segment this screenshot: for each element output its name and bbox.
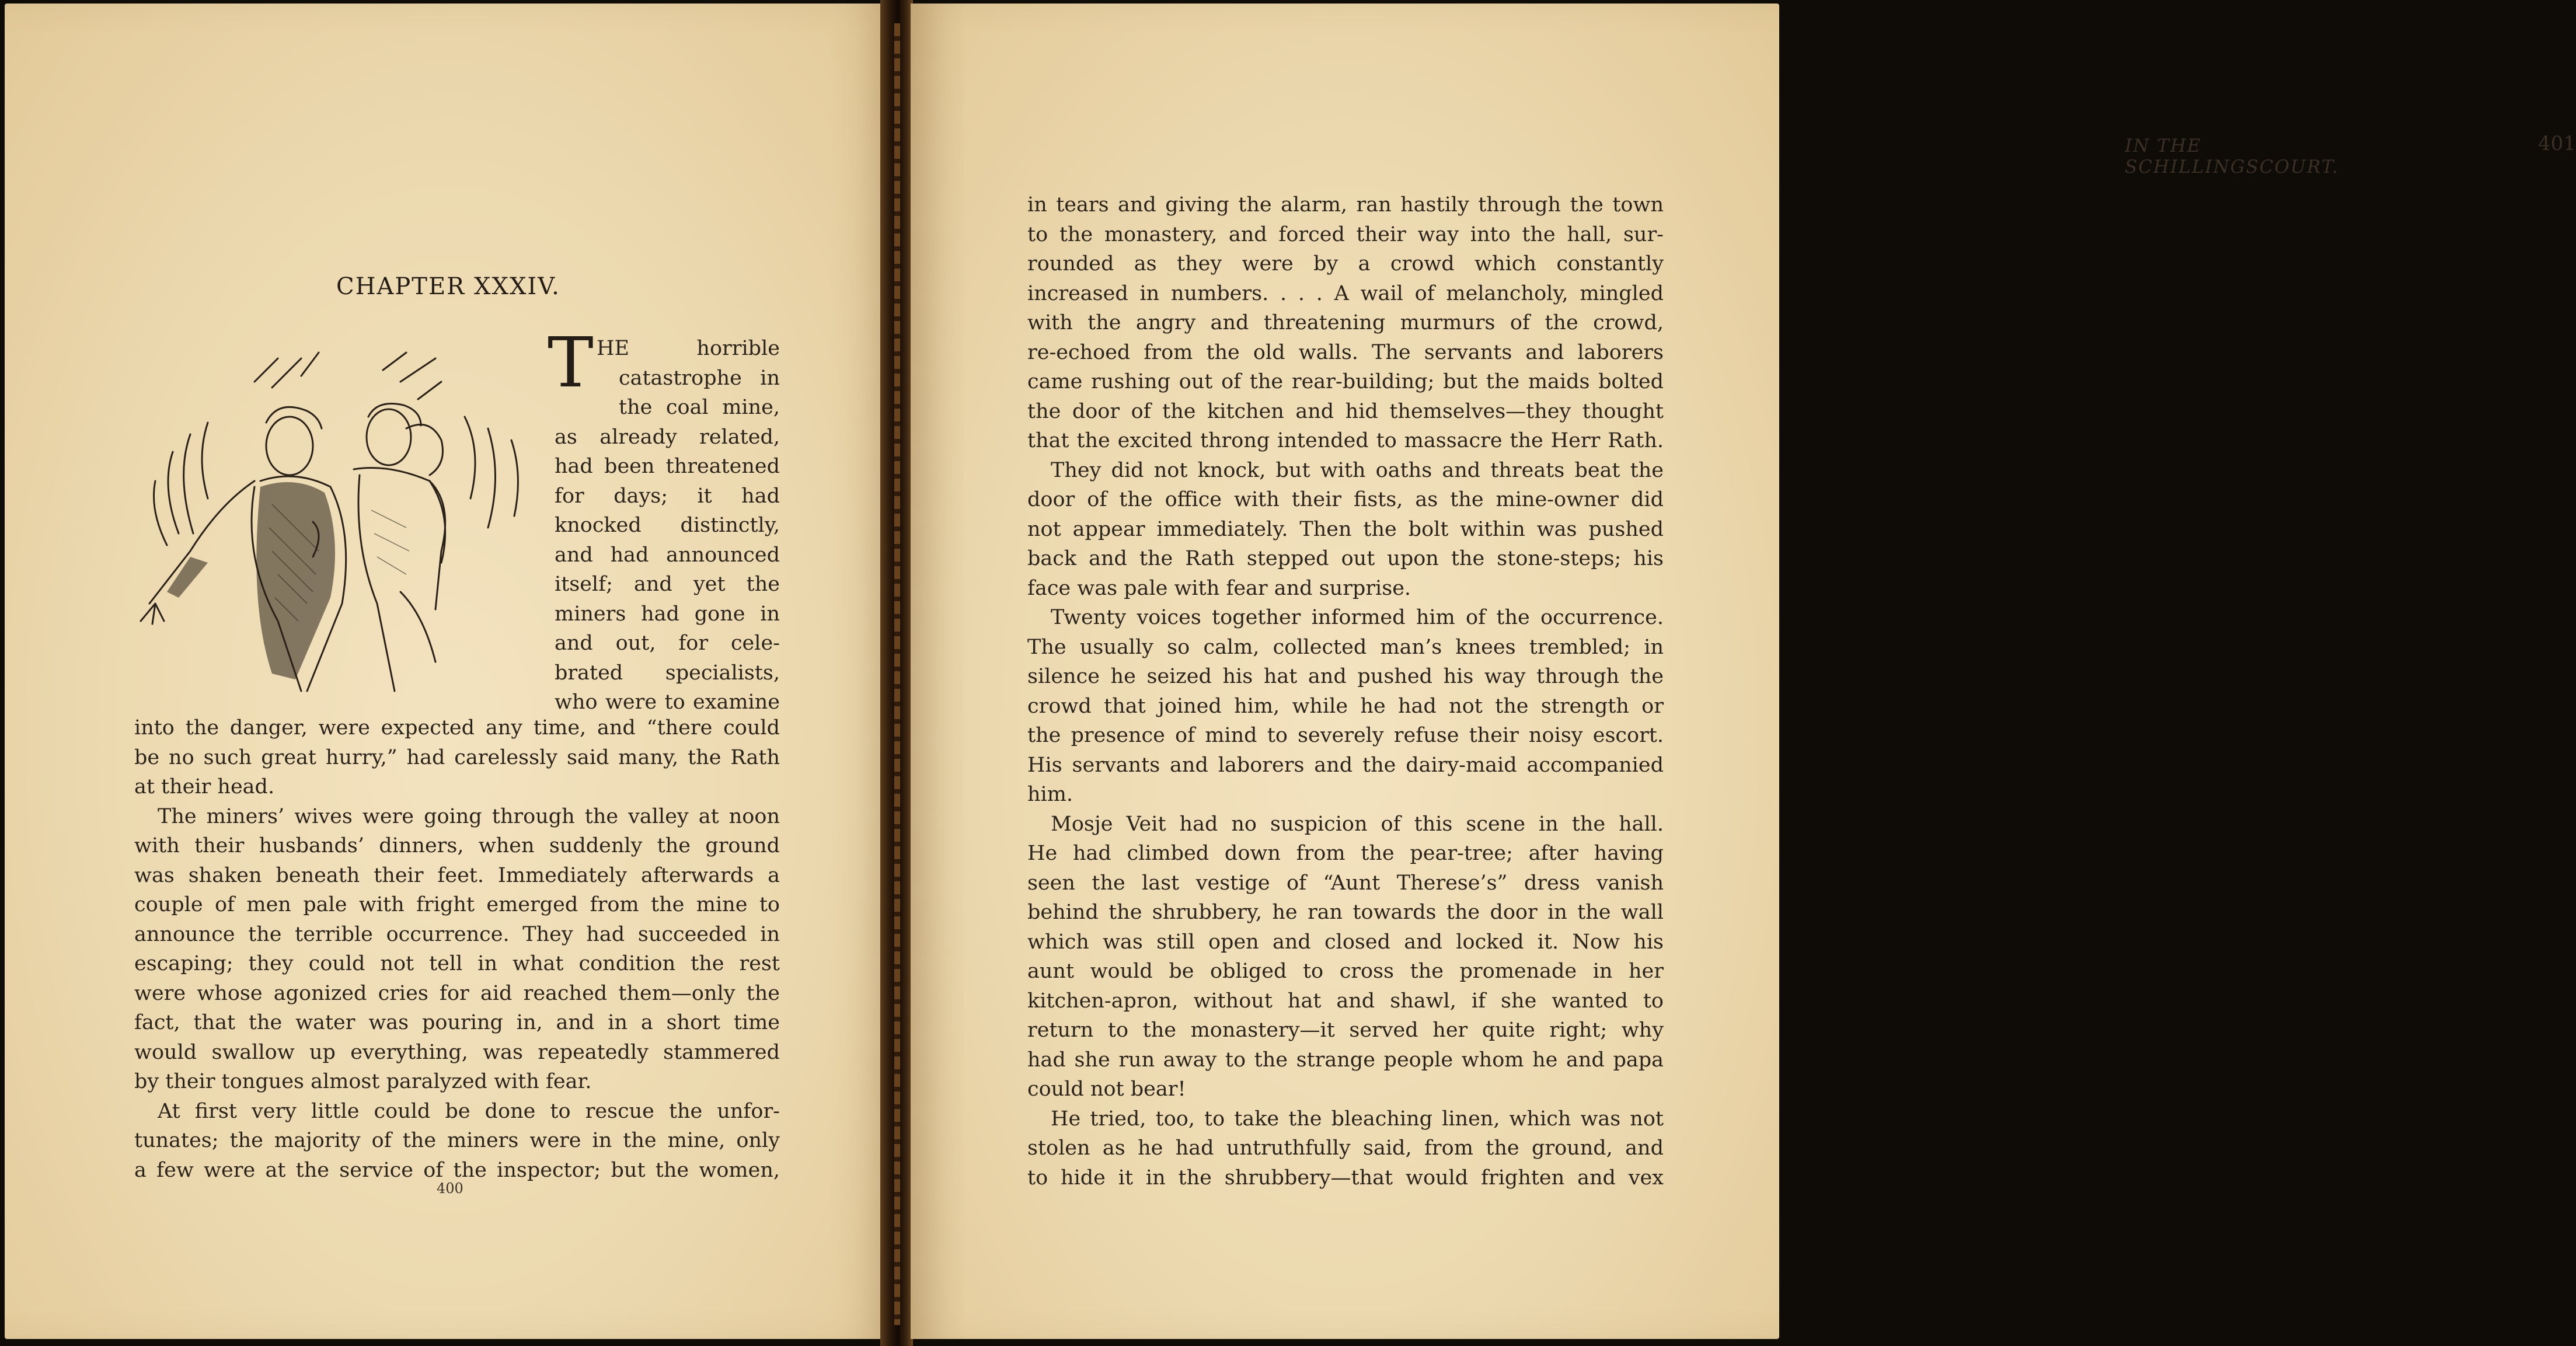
left-page [5,4,894,1339]
text-line: His servants and laborers and the dairy-maid accompanied [1027,753,1664,777]
text-line: a few were at the service of the inspector; but the women, [134,1158,780,1182]
text-line: silence he seized his hat and pushed his way through the [1027,665,1664,688]
text-line: couple of men pale with fright emerged from the mine to [134,893,780,916]
text-line: The miners’ wives were going through the valley at noon [158,804,780,828]
text-line: and had announced [555,543,780,567]
text-line: into the danger, were expected any time, and “there could [134,716,780,740]
text-line: He tried, too, to take the bleaching linen, which was not [1051,1107,1664,1131]
text-line: tunates; the majority of the miners were in the mine, only [134,1129,780,1152]
text-line: to hide it in the shrubbery—that would frighten and vex [1027,1166,1664,1190]
page-number-left: 400 [437,1180,463,1197]
text-line: miners had gone in [555,602,780,626]
text-line: him. [1027,783,1073,806]
binding-thread [894,23,900,1325]
page-number-right: 401 [2538,132,2576,155]
text-line: door of the office with their fists, as the mine-owner did [1027,488,1664,511]
text-line: would swallow up everything, was repeatedly stammered [134,1040,780,1064]
text-line: He had climbed down from the pear-tree; after having [1027,842,1664,865]
text-line: fact, that the water was pouring in, and in a short time [134,1011,780,1034]
text-line: aunt would be obliged to cross the promenade in her [1027,960,1664,983]
text-line: stolen as he had untruthfully said, from the ground, and [1027,1136,1664,1160]
text-line: itself; and yet the [555,573,780,596]
text-line: the coal mine, [619,396,780,419]
text-line: catastrophe in [619,366,780,390]
text-line: who were to examine [555,691,780,714]
text-line: in tears and giving the alarm, ran hastily through the town [1027,193,1664,217]
text-line: were whose agonized cries for aid reached them—only the [134,981,780,1005]
text-line: be no such great hurry,” had carelessly said many, the Rath [134,745,780,769]
text-line: was shaken beneath their feet. Immediately afterwards a [134,863,780,887]
text-line: as already related, [555,425,780,449]
beside-illustration-text [555,334,780,717]
chapter-heading: CHAPTER XXXIV. [336,273,560,300]
text-line: escaping; they could not tell in what condition the rest [134,952,780,975]
text-line: Mosje Veit had no suspicion of this scene in the hall. [1051,812,1664,836]
text-line: not appear immediately. Then the bolt within was pushed [1027,517,1664,541]
text-line: the presence of mind to severely refuse their noisy escort. [1027,724,1664,747]
text-line: behind the shrubbery, he ran towards the door in the wall [1027,901,1664,924]
text-line: had been threatened [555,455,780,478]
drop-cap: T [548,322,594,403]
text-line: that the excited throng intended to massacre the Herr Rath. [1027,429,1664,452]
text-line: crowd that joined him, while he had not the strength or [1027,694,1664,718]
text-line: for days; it had [555,484,780,508]
text-line: to the monastery, and forced their way into the hall, sur- [1027,222,1664,246]
left-body-text [134,713,780,1185]
text-line: could not bear! [1027,1078,1186,1101]
text-line: had she run away to the strange people whom he and papa [1027,1048,1664,1072]
text-line: at their head. [134,775,275,798]
right-body-text [1027,190,1664,1192]
text-line: the door of the kitchen and hid themselves—they thought [1027,399,1664,423]
text-line: with the angry and threatening murmurs of the crowd, [1027,311,1664,334]
text-line: came rushing out of the rear-building; but the maids bolted [1027,370,1664,393]
right-page [911,4,2576,1339]
text-line: brated specialists, [555,661,780,685]
text-line: seen the last vestige of “Aunt Therese’s” dress vanish [1027,871,1664,895]
illustration-miners-icon [138,335,548,699]
text-line: They did not knock, but with oaths and threats beat the [1051,458,1664,482]
text-line: with their husbands’ dinners, when suddenly the ground [134,834,780,857]
text-line: announce the terrible occurrence. They had succeeded in [134,922,780,946]
text-line: which was still open and closed and locked it. Now his [1027,930,1664,954]
text-line: back and the Rath stepped out upon the stone-steps; his [1027,547,1664,570]
text-line: The usually so calm, collected man’s knees trembled; in [1027,635,1664,659]
text-line: HE horrible [597,337,780,360]
text-line: knocked distinctly, [555,514,780,537]
text-line: rounded as they were by a crowd which constantly [1027,252,1664,276]
running-head: IN THE SCHILLINGSCOURT. [2125,135,2339,177]
text-line: return to the monastery—it served her quite right; why [1027,1019,1664,1042]
text-line: re-echoed from the old walls. The servants and laborers [1027,340,1664,364]
text-line: kitchen-apron, without hat and shawl, if she wanted to [1027,989,1664,1013]
text-line: increased in numbers. . . . A wail of melancholy, mingled [1027,281,1664,305]
text-line: At first very little could be done to rescue the unfor- [158,1099,780,1123]
text-line: Twenty voices together informed him of the occurrence. [1051,606,1664,629]
text-line: by their tongues almost paralyzed with fear. [134,1070,592,1093]
text-line: face was pale with fear and surprise. [1027,576,1411,600]
text-line: and out, for cele- [555,632,780,655]
